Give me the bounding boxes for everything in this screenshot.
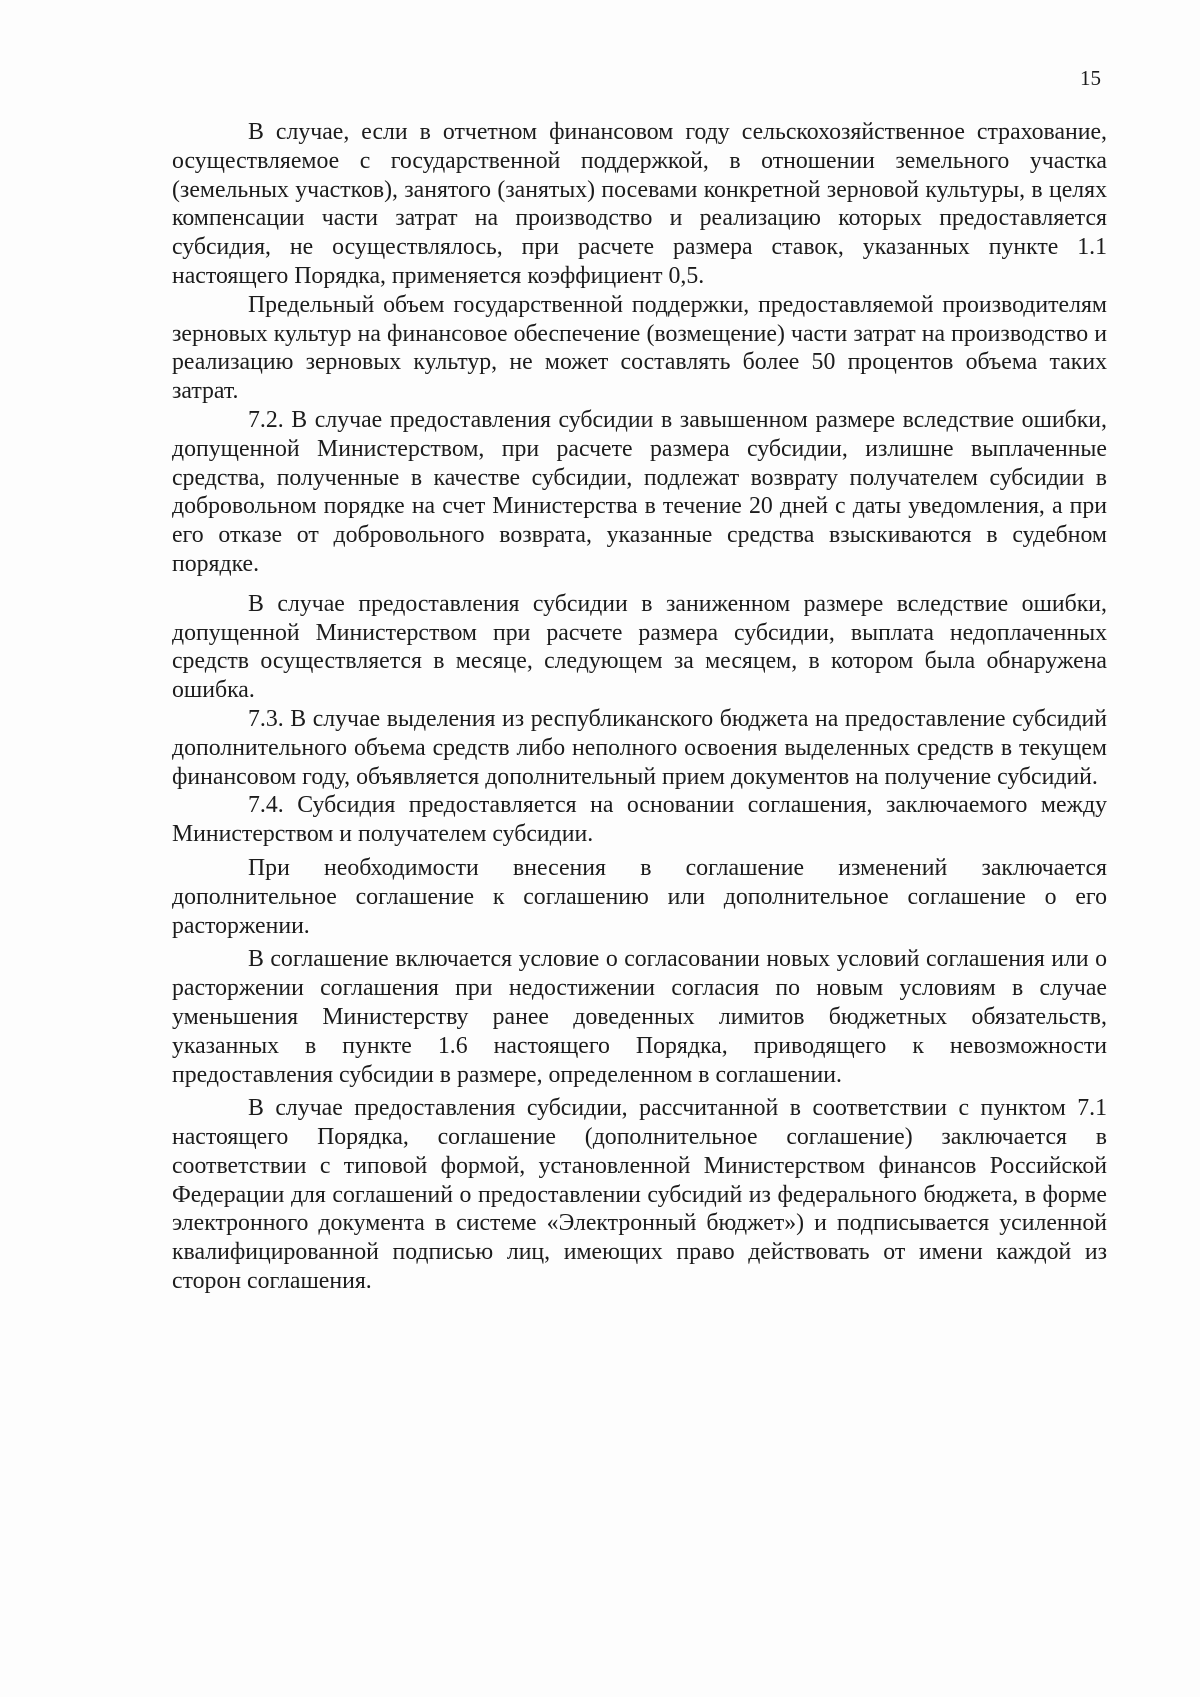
paragraph-7-2-overpayment: 7.2. В случае предоставления субсидии в завышенном размере вследствие ошибки, допущенной Министерством, при расчете размера субсидии, излишне выплаченные средства, полученные в качестве субсидии, подлежат возврату получателем субсидии в добровольном порядке на счет Министерства в течение 20 дней с даты уведомления, а при его отказе от добровольного возврата, указанные средства взыскиваются в судебном порядке. xyxy=(172,406,1107,577)
paragraph-7-4-agreement: 7.4. Субсидия предоставляется на основании соглашения, заключаемого между Министерством и получателем субсидии. xyxy=(172,792,1107,848)
paragraph-underpayment: В случае предоставления субсидии в заниженном размере вследствие ошибки, допущенной Министерством при расчете размера субсидии, выплата недоплаченных средств осуществляется в месяце, следующем за месяцем, в котором была обнаружена ошибка. xyxy=(172,590,1107,704)
paragraph-agreement-changes: При необходимости внесения в соглашение изменений заключается дополнительное соглашение к соглашению или дополнительное соглашение о его расторжении. xyxy=(172,854,1107,939)
paragraph-electronic-budget: В случае предоставления субсидии, рассчитанной в соответствии с пунктом 7.1 настоящего Порядка, соглашение (дополнительное соглашение) заключается в соответствии с типовой формой, установленной Министерством финансов Российской Федерации для соглашений о предоставлении субсидий из федерального бюджета, в форме электронного документа в системе «Электронный бюджет») и подписывается усиленной квалифицированной подписью лиц, имеющих право действовать от имени каждой из сторон соглашения. xyxy=(172,1095,1107,1295)
paragraph-7-3-additional-intake: 7.3. В случае выделения из республиканского бюджета на предоставление субсидий дополнительного объема средств либо неполного освоения выделенных средств в текущем финансовом году, объявляется дополнительный прием документов на получение субсидий. xyxy=(172,705,1107,790)
paragraph-insurance-coefficient: В случае, если в отчетном финансовом году сельскохозяйственное страхование, осуществляемое с государственной поддержкой, в отношении земельного участка (земельных участков), занятого (занятых) посевами конкретной зерновой культуры, в целях компенсации части затрат на производство и реализацию которых предоставляется субсидия, не осуществлялось, при расчете размера ставок, указанных пункте 1.1 настоящего Порядка, применяется коэффициент 0,5. xyxy=(172,119,1107,289)
paragraph-support-limit: Предельный объем государственной поддержки, предоставляемой производителям зерновых культур на финансовое обеспечение (возмещение) части затрат на производство и реализацию зерновых культур, не может составлять более 50 процентов объема таких затрат. xyxy=(172,291,1107,405)
paragraph-agreement-conditions: В соглашение включается условие о согласовании новых условий соглашения или о расторжении соглашения при недостижении согласия по новым условиям в случае уменьшения Министерству ранее доведенных лимитов бюджетных обязательств, указанных в пункте 1.6 настоящего Порядка, приводящего к невозможности предоставления субсидии в размере, определенном в соглашении. xyxy=(172,946,1107,1088)
page-number: 15 xyxy=(1080,66,1101,90)
document-body xyxy=(172,118,1107,1296)
